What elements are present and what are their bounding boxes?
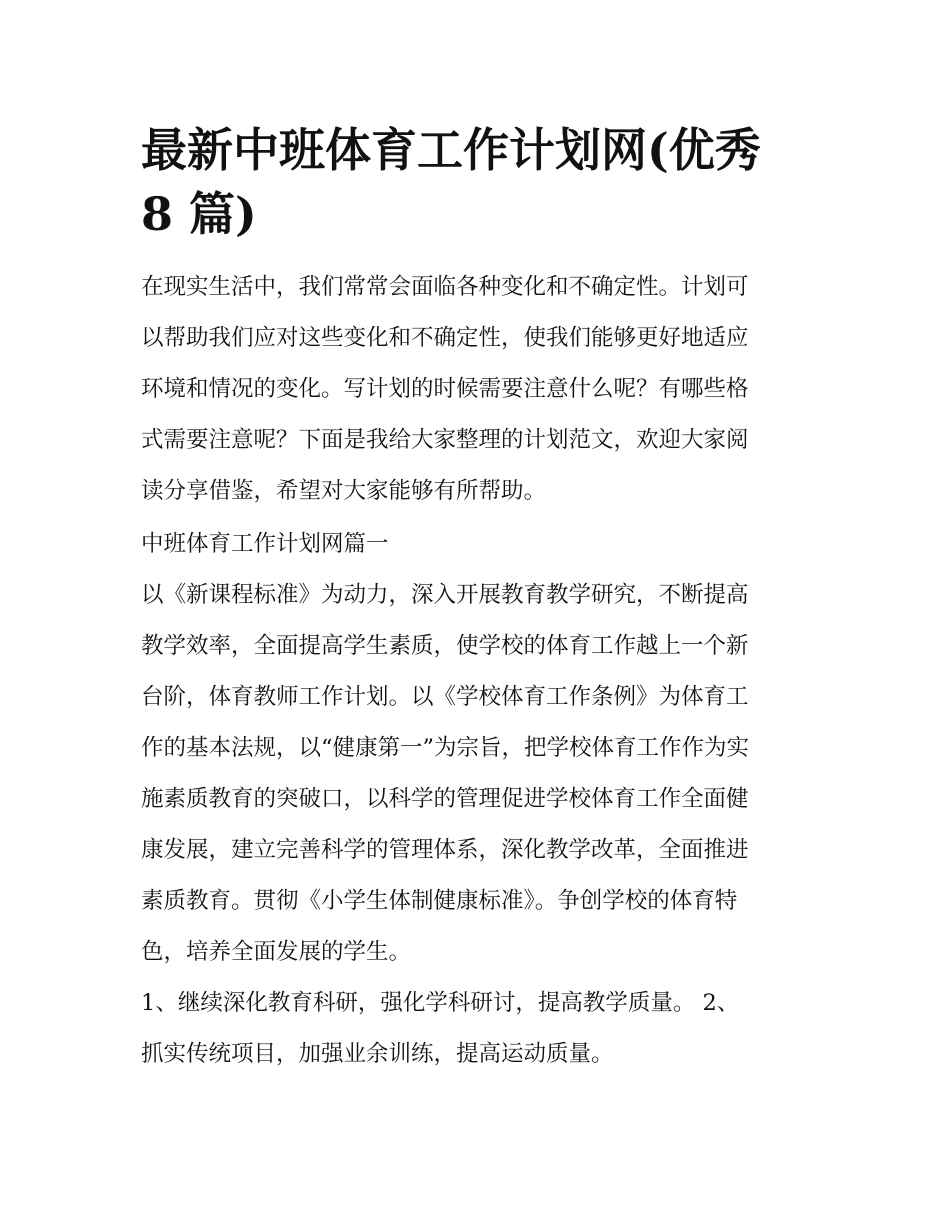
- list-item: 抓实传统项目，加强业余训练，提高运动质量。: [141, 1041, 614, 1067]
- title-line: 最新中班体育工作计划网(优秀: [141, 123, 761, 177]
- intro-paragraph: [141, 262, 813, 517]
- text-line: 环境和情况的变化。写计划的时候需要注意什么呢？有哪些格: [141, 376, 749, 402]
- list-item: 1、继续深化教育科研，强化学科研讨，提高教学质量。 2、: [141, 990, 740, 1016]
- section-heading-text: 中班体育工作计划网篇一: [141, 531, 389, 557]
- text-line: 教学效率，全面提高学生素质，使学校的体育工作越上一个新: [141, 633, 749, 659]
- text-line: 素质教育。贯彻《小学生体制健康标准》。争创学校的体育特: [141, 888, 738, 914]
- text-line: 康发展，建立完善科学的管理体系，深化教学改革，全面推进: [141, 837, 749, 863]
- document-content: [141, 118, 813, 1080]
- title-line: 8 篇): [141, 187, 257, 241]
- text-line: 以《新课程标准》为动力，深入开展教育教学研究，不断提高: [141, 582, 749, 608]
- body-paragraph: [141, 570, 813, 978]
- text-line: 读分享借鉴，希望对大家能够有所帮助。: [141, 478, 547, 504]
- text-line: 施素质教育的突破口，以科学的管理促进学校体育工作全面健: [141, 786, 749, 812]
- text-line: 式需要注意呢？下面是我给大家整理的计划范文，欢迎大家阅: [141, 427, 749, 453]
- section-heading: [141, 519, 813, 570]
- text-line: 色，培养全面发展的学生。: [141, 939, 412, 965]
- text-line: 在现实生活中，我们常常会面临各种变化和不确定性。计划可: [141, 274, 749, 300]
- numbered-list-paragraph: [141, 978, 813, 1080]
- text-line: 作的基本法规，以“健康第一”为宗旨，把学校体育工作作为实: [141, 735, 750, 761]
- text-line: 以帮助我们应对这些变化和不确定性，使我们能够更好地适应: [141, 325, 749, 351]
- document-title: [141, 118, 813, 246]
- text-line: 台阶，体育教师工作计划。以《学校体育工作条例》为体育工: [141, 684, 749, 710]
